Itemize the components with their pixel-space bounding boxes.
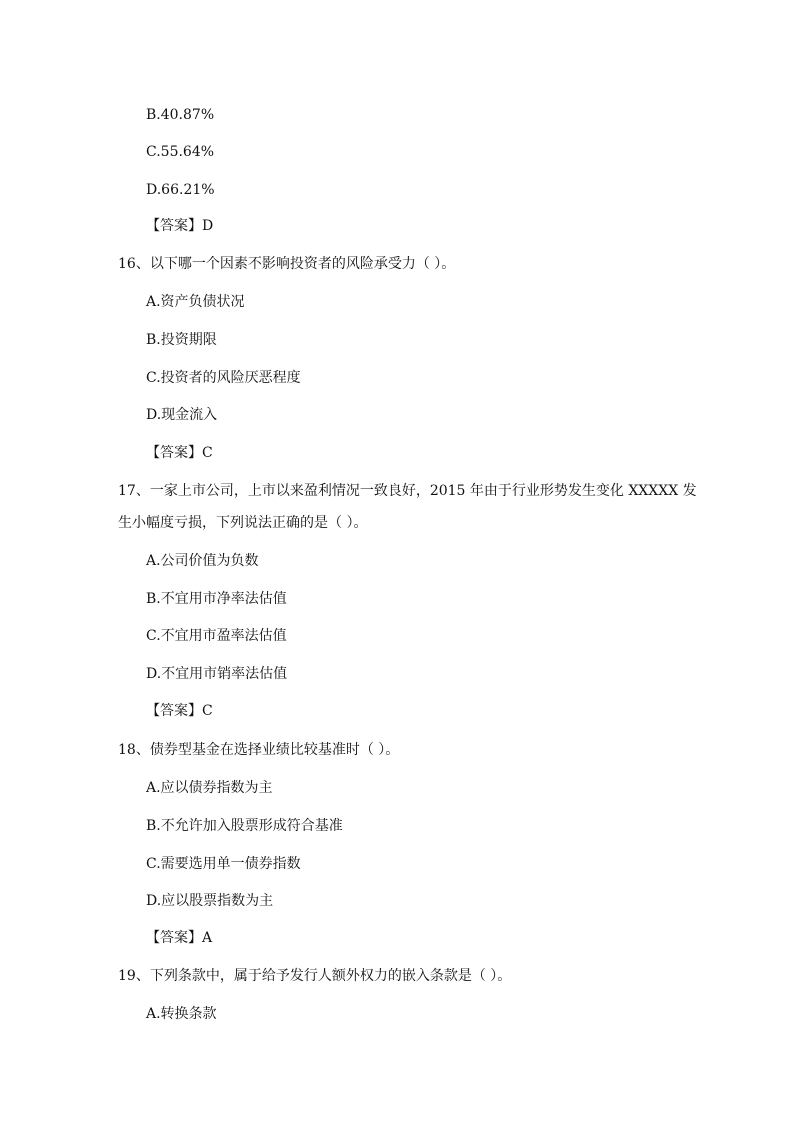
q18-option-b: B.不允许加入股票形成符合基准: [146, 818, 343, 834]
option-d-prev: D.66.21%: [146, 182, 215, 198]
q18-option-a: A.应以债券指数为主: [146, 780, 273, 796]
question-16: 16、以下哪一个因素不影响投资者的风险承受力（ ）。: [118, 256, 456, 272]
q16-option-c: C.投资者的风险厌恶程度: [146, 370, 301, 386]
q17-answer: 【答案】C: [146, 703, 213, 719]
q18-answer: 【答案】A: [146, 930, 213, 946]
q16-option-b: B.投资期限: [146, 332, 217, 348]
question-17-line2: 生小幅度亏损，下列说法正确的是（ ）。: [118, 515, 368, 531]
q16-option-a: A.资产负债状况: [146, 294, 245, 310]
q19-option-a: A.转换条款: [146, 1006, 217, 1022]
answer-prev: 【答案】D: [146, 218, 214, 234]
option-b-prev: B.40.87%: [146, 107, 215, 123]
q18-option-d: D.应以股票指数为主: [146, 893, 274, 909]
option-c-prev: C.55.64%: [146, 144, 215, 160]
q17-option-d: D.不宜用市销率法估值: [146, 666, 288, 682]
question-17-line1: 17、一家上市公司，上市以来盈利情况一致良好，2015 年由于行业形势发生变化 XXXXX 发: [118, 483, 697, 499]
question-19: 19、下列条款中，属于给予发行人额外权力的嵌入条款是（ ）。: [118, 968, 512, 984]
q18-option-c: C.需要选用单一债券指数: [146, 856, 301, 872]
question-18: 18、债券型基金在选择业绩比较基准时（ ）。: [118, 742, 400, 758]
q16-option-d: D.现金流入: [146, 407, 218, 423]
q17-option-a: A.公司价值为负数: [146, 553, 259, 569]
q17-option-b: B.不宜用市净率法估值: [146, 591, 287, 607]
q17-option-c: C.不宜用市盈率法估值: [146, 628, 287, 644]
q16-answer: 【答案】C: [146, 445, 213, 461]
